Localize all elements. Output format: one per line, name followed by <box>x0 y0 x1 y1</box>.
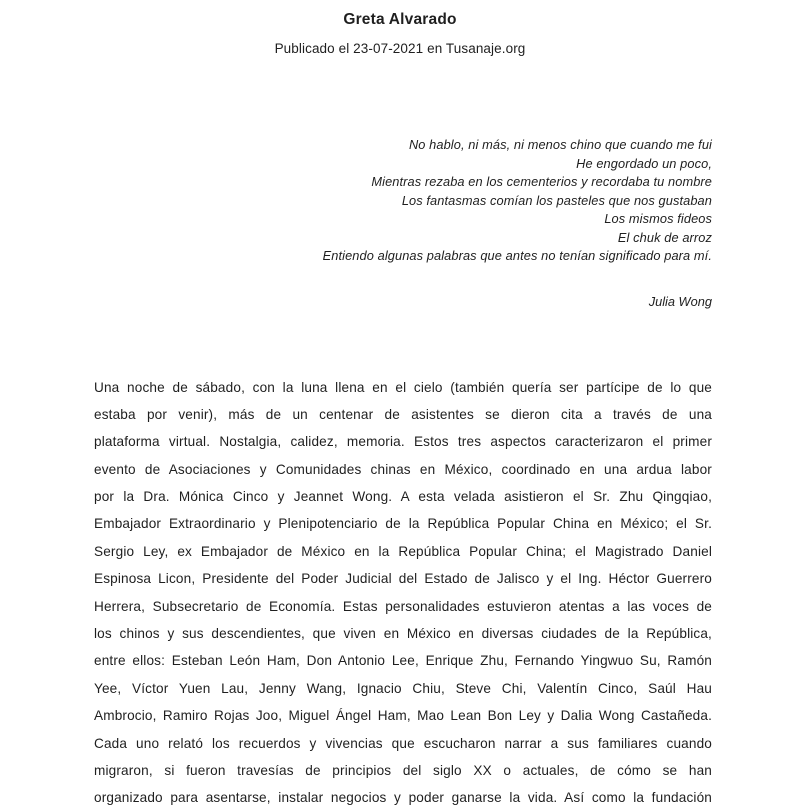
body-line: Ambrocio, Ramiro Rojas Joo, Miguel Ángel Ham, Mao Lean Bon Ley y Dalia Wong Castañeda. <box>94 708 712 724</box>
body-line: por la Dra. Mónica Cinco y Jeannet Wong. A esta velada asistieron el Sr. Zhu Qingqiao, <box>94 489 712 505</box>
poem-line: No hablo, ni más, ni menos chino que cuando me fui <box>408 137 712 152</box>
poem <box>94 136 712 266</box>
body-line: Espinosa Licon, Presidente del Poder Judicial del Estado de Jalisco y el Ing. Héctor Guerrero <box>94 571 712 587</box>
body-line: Embajador Extraordinario y Plenipotenciario de la República Popular China en México; el Sr. <box>94 516 712 532</box>
page-title: Greta Alvarado <box>343 11 457 28</box>
body-line: evento de Asociaciones y Comunidades chinas en México, coordinado en una ardua labor <box>94 461 712 477</box>
body-line: Una noche de sábado, con la luna llena en el cielo (también quería ser partícipe de lo que <box>94 379 712 395</box>
body-line: los chinos y sus descendientes, que viven en México en diversas ciudades de la República, <box>94 626 712 642</box>
poem-line: El chuk de arroz <box>617 229 712 245</box>
poem-line: He engordado un poco, <box>576 155 712 171</box>
poem-line: Mientras rezaba en los cementerios y recordaba tu nombre <box>371 174 712 189</box>
poem-line: Entiendo algunas palabras que antes no tenían significado para mí. <box>322 248 712 263</box>
body-line: entre ellos: Esteban León Ham, Don Antonio Lee, Enrique Zhu, Fernando Yingwuo Su, Ramón <box>94 653 712 669</box>
poem-attribution: Julia Wong <box>648 293 712 309</box>
poem-line: Los mismos fideos <box>604 211 712 226</box>
body-line: migraron, si fueron travesías de principios del siglo XX o actuales, de cómo se han <box>94 762 712 778</box>
body-line: estaba por venir), más de un centenar de asistentes se dieron cita a través de una <box>94 406 712 422</box>
body-line: organizado para asentarse, instalar negocios y poder ganarse la vida. Así como la fundación <box>94 790 712 806</box>
body-line: Herrera, Subsecretario de Economía. Estas personalidades estuvieron atentas a las voces de <box>94 598 712 614</box>
body-line: Sergio Ley, ex Embajador de México en la República Popular China; el Magistrado Daniel <box>94 543 712 559</box>
body-line: Yee, Víctor Yuen Lau, Jenny Wang, Ignacio Chiu, Steve Chi, Valentín Cinco, Saúl Hau <box>94 680 712 696</box>
content-column <box>94 136 712 812</box>
poem-line: Los fantasmas comían los pasteles que nos gustaban <box>401 192 712 208</box>
publication-line: Publicado el 23-07-2021 en Tusanaje.org <box>274 41 526 56</box>
body-line: plataforma virtual. Nostalgia, calidez, memoria. Estos tres aspectos caracterizaron el primer <box>94 434 712 450</box>
body-line: Cada uno relató los recuerdos y vivencias que escucharon narrar a sus familiares cuando <box>94 735 712 751</box>
document-header <box>0 0 800 57</box>
article-body <box>94 374 712 812</box>
